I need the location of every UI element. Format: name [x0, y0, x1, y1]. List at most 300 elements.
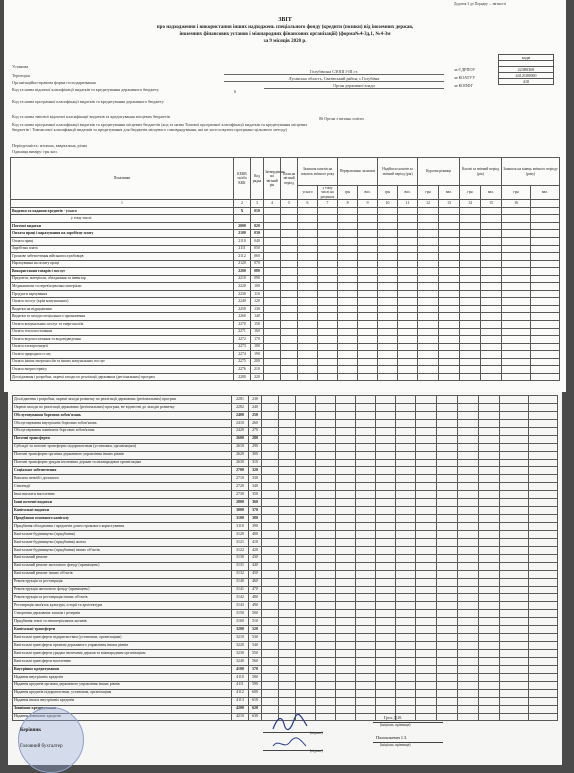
value-cell — [500, 705, 529, 713]
subheader-uah: грн — [418, 186, 439, 200]
column-numbers-row — [11, 200, 560, 208]
value-cell — [336, 443, 356, 451]
value-cell — [500, 578, 529, 586]
value-cell — [437, 507, 458, 515]
value-cell — [398, 290, 418, 298]
value-cell — [338, 283, 358, 291]
value-cell — [296, 618, 316, 626]
value-cell — [356, 459, 376, 467]
value-cell — [398, 373, 418, 381]
value-cell — [500, 427, 529, 435]
value-cell — [376, 673, 396, 681]
col-header-plan: План на звітний період — [281, 158, 298, 200]
table-row — [11, 313, 560, 321]
row-name: Окремі заходи по реалізації державних (регіональних) програм, не віднесені до заходів розвитку — [13, 403, 232, 411]
value-cell — [529, 626, 558, 634]
table-row — [13, 403, 558, 411]
value-cell — [439, 275, 460, 283]
table-row — [13, 642, 558, 650]
value-cell — [296, 546, 316, 554]
kopfg-label: за КОПФГ — [454, 83, 474, 88]
value-cell — [336, 713, 356, 721]
value-cell — [481, 275, 502, 283]
column-number: 10 — [378, 200, 398, 208]
value-cell — [296, 491, 316, 499]
value-cell — [376, 626, 396, 634]
value-cell — [398, 366, 418, 374]
value-cell — [437, 650, 458, 658]
value-cell — [500, 562, 529, 570]
value-cell — [416, 538, 437, 546]
value-cell — [479, 443, 500, 451]
value-cell — [529, 610, 558, 618]
value-cell — [479, 530, 500, 538]
value-cell — [262, 419, 279, 427]
value-cell — [458, 396, 479, 404]
value-cell — [479, 491, 500, 499]
row-name: Оплата інших енергоносіїв та інших комунальних послуг — [11, 358, 234, 366]
value-cell — [416, 396, 437, 404]
value-cell — [396, 681, 416, 689]
value-cell — [338, 351, 358, 359]
value-cell — [264, 253, 281, 261]
row-code: 080 — [251, 268, 264, 276]
value-cell — [502, 253, 531, 261]
value-cell — [358, 328, 378, 336]
value-cell — [279, 554, 296, 562]
value-cell — [502, 215, 531, 223]
value-cell — [279, 634, 296, 642]
value-cell — [416, 705, 437, 713]
value-cell — [439, 351, 460, 359]
value-cell — [281, 215, 298, 223]
value-cell — [437, 411, 458, 419]
codes-header: коди — [499, 55, 554, 61]
value-cell — [281, 373, 298, 381]
row-code: 210 — [251, 366, 264, 374]
value-cell — [378, 260, 398, 268]
value-cell — [398, 283, 418, 291]
value-cell — [396, 451, 416, 459]
row-kekv: 2700 — [232, 467, 249, 475]
table-row — [13, 665, 558, 673]
value-cell — [500, 419, 529, 427]
value-cell — [281, 283, 298, 291]
table-row — [13, 689, 558, 697]
col-header-balance-end: Залишок на кінець звітного періоду (року) — [502, 158, 560, 186]
row-name: Поточні видатки — [11, 222, 234, 230]
row-name: Внутрішнє кредитування — [13, 665, 232, 673]
value-cell — [458, 570, 479, 578]
value-cell — [279, 689, 296, 697]
row-name: Обслуговування боргових зобов'язань — [13, 411, 232, 419]
value-cell — [376, 650, 396, 658]
row-kekv: 3122 — [232, 546, 249, 554]
value-cell — [316, 665, 336, 673]
value-cell — [264, 290, 281, 298]
value-cell — [439, 230, 460, 238]
value-cell — [338, 222, 358, 230]
value-cell — [358, 260, 378, 268]
value-cell — [398, 275, 418, 283]
column-number: 13 — [439, 200, 460, 208]
value-cell — [336, 570, 356, 578]
column-number: 5 — [281, 200, 298, 208]
value-cell — [279, 642, 296, 650]
row-name: Капітальний ремонт житлового фонду (приміщень) — [13, 562, 232, 570]
value-cell — [262, 515, 279, 523]
value-cell — [531, 207, 560, 215]
value-cell — [396, 419, 416, 427]
value-cell — [502, 207, 531, 215]
value-cell — [500, 411, 529, 419]
row-name: Предмети, матеріали, обладнання та інвентар — [11, 275, 234, 283]
value-cell — [396, 578, 416, 586]
value-cell — [416, 467, 437, 475]
row-code: 150 — [251, 320, 264, 328]
value-cell — [396, 530, 416, 538]
value-cell — [439, 336, 460, 344]
row-kekv: 3142 — [232, 594, 249, 602]
row-code: 160 — [251, 328, 264, 336]
value-cell — [378, 268, 398, 276]
value-cell — [479, 681, 500, 689]
value-cell — [279, 515, 296, 523]
value-cell — [481, 230, 502, 238]
value-cell — [358, 358, 378, 366]
value-cell — [279, 396, 296, 404]
value-cell — [439, 215, 460, 223]
value-cell — [418, 245, 439, 253]
value-cell — [396, 475, 416, 483]
table-row — [13, 681, 558, 689]
value-cell — [529, 554, 558, 562]
value-cell — [298, 343, 318, 351]
value-cell — [500, 665, 529, 673]
value-cell — [336, 673, 356, 681]
value-cell — [262, 499, 279, 507]
row-kekv: 3132 — [232, 570, 249, 578]
value-cell — [376, 403, 396, 411]
value-cell — [316, 673, 336, 681]
row-kekv: 3150 — [232, 610, 249, 618]
value-cell — [416, 713, 437, 721]
value-cell — [529, 507, 558, 515]
value-cell — [378, 222, 398, 230]
row-code: 450 — [249, 570, 262, 578]
value-cell — [437, 594, 458, 602]
row-name: Видатки на відрядження — [11, 305, 234, 313]
value-cell — [529, 594, 558, 602]
value-cell — [531, 260, 560, 268]
value-cell — [460, 268, 481, 276]
value-cell — [336, 618, 356, 626]
row-code: 460 — [249, 578, 262, 586]
row-kekv: 2273 — [234, 343, 251, 351]
column-number — [531, 200, 560, 208]
value-cell — [479, 515, 500, 523]
value-cell — [316, 411, 336, 419]
row-name: Придбання основного капіталу — [13, 515, 232, 523]
value-cell — [356, 523, 376, 531]
value-cell — [437, 538, 458, 546]
value-cell — [458, 657, 479, 665]
value-cell — [356, 554, 376, 562]
value-cell — [316, 618, 336, 626]
value-cell — [296, 562, 316, 570]
value-cell — [531, 253, 560, 261]
value-cell — [529, 665, 558, 673]
value-cell — [500, 483, 529, 491]
value-cell — [481, 366, 502, 374]
value-cell — [479, 602, 500, 610]
value-cell — [281, 358, 298, 366]
value-cell — [529, 491, 558, 499]
value-cell — [500, 435, 529, 443]
value-cell — [396, 546, 416, 554]
row-name: Надання кредитів підприємствам, установам, організаціям — [13, 689, 232, 697]
value-cell — [500, 459, 529, 467]
table-row — [13, 483, 558, 491]
value-cell — [418, 253, 439, 261]
value-cell — [439, 373, 460, 381]
row-kekv: 2600 — [232, 435, 249, 443]
table-row — [11, 268, 560, 276]
value-cell — [336, 475, 356, 483]
value-cell — [281, 290, 298, 298]
row-name: Інші виплати населенню — [13, 491, 232, 499]
value-cell — [458, 673, 479, 681]
value-cell — [264, 313, 281, 321]
value-cell — [296, 594, 316, 602]
value-cell — [316, 507, 336, 515]
value-cell — [458, 586, 479, 594]
value-cell — [396, 705, 416, 713]
value-cell — [336, 610, 356, 618]
value-cell — [529, 657, 558, 665]
value-cell — [416, 673, 437, 681]
row-code: 100 — [251, 283, 264, 291]
value-cell — [279, 602, 296, 610]
value-cell — [376, 586, 396, 594]
value-cell — [437, 419, 458, 427]
koatuu-code: 4412100000 — [499, 73, 554, 79]
value-cell — [262, 578, 279, 586]
value-cell — [481, 207, 502, 215]
value-cell — [439, 298, 460, 306]
value-cell — [316, 562, 336, 570]
value-cell — [416, 610, 437, 618]
value-cell — [356, 546, 376, 554]
value-cell — [336, 642, 356, 650]
row-code: 410 — [249, 538, 262, 546]
row-name: Оплата природного газу — [11, 351, 234, 359]
value-cell — [458, 602, 479, 610]
value-cell — [439, 358, 460, 366]
value-cell — [376, 451, 396, 459]
value-cell — [529, 499, 558, 507]
row-kekv: 2282 — [232, 403, 249, 411]
value-cell — [481, 290, 502, 298]
row-code: 020 — [251, 222, 264, 230]
value-cell — [458, 538, 479, 546]
value-cell — [531, 328, 560, 336]
value-cell — [396, 594, 416, 602]
value-cell — [358, 351, 378, 359]
value-cell — [396, 507, 416, 515]
value-cell — [376, 657, 396, 665]
row-code: 110 — [251, 290, 264, 298]
value-cell — [318, 373, 338, 381]
institution-label: Установа — [12, 64, 29, 69]
value-cell — [262, 697, 279, 705]
value-cell — [500, 681, 529, 689]
value-cell — [262, 530, 279, 538]
value-cell — [356, 602, 376, 610]
value-cell — [481, 358, 502, 366]
value-cell — [279, 491, 296, 499]
value-cell — [502, 366, 531, 374]
value-cell — [479, 657, 500, 665]
value-cell — [316, 634, 336, 642]
value-cell — [338, 215, 358, 223]
row-name: у тому числі: — [11, 215, 234, 223]
value-cell — [531, 351, 560, 359]
row-kekv: 2730 — [232, 491, 249, 499]
row-name: Надання кредитів органам державного управління інших рівнів — [13, 681, 232, 689]
value-cell — [396, 570, 416, 578]
value-cell — [279, 507, 296, 515]
value-cell — [281, 351, 298, 359]
row-kekv: 4110 — [232, 673, 249, 681]
value-cell — [458, 467, 479, 475]
value-cell — [479, 697, 500, 705]
value-cell — [481, 328, 502, 336]
value-cell — [502, 230, 531, 238]
value-cell — [298, 351, 318, 359]
row-name: Капітальні трансферти урядам іноземних держав та міжнародним організаціям — [13, 650, 232, 658]
value-cell — [316, 491, 336, 499]
value-cell — [316, 586, 336, 594]
row-name: Продукти харчування — [11, 290, 234, 298]
table-row — [11, 320, 560, 328]
value-cell — [318, 313, 338, 321]
value-cell — [336, 491, 356, 499]
value-cell — [262, 618, 279, 626]
value-cell — [356, 594, 376, 602]
value-cell — [502, 313, 531, 321]
value-cell — [460, 207, 481, 215]
value-cell — [336, 451, 356, 459]
value-cell — [416, 697, 437, 705]
value-cell — [437, 570, 458, 578]
value-cell — [458, 411, 479, 419]
program-code-label: Код та назва програмної класифікації видатків та кредитування державного бюджету — [12, 99, 164, 104]
value-cell — [396, 689, 416, 697]
row-kekv: 4210 — [232, 713, 249, 721]
value-cell — [262, 570, 279, 578]
value-cell — [378, 373, 398, 381]
value-cell — [281, 328, 298, 336]
table-row — [13, 697, 558, 705]
value-cell — [316, 451, 336, 459]
value-cell — [279, 483, 296, 491]
value-cell — [376, 530, 396, 538]
value-cell — [418, 298, 439, 306]
value-cell — [279, 705, 296, 713]
row-kekv: 2274 — [234, 351, 251, 359]
value-cell — [358, 207, 378, 215]
value-cell — [531, 366, 560, 374]
value-cell — [396, 499, 416, 507]
subheader-uah: грн — [378, 186, 398, 200]
value-cell — [396, 443, 416, 451]
value-cell — [316, 419, 336, 427]
value-cell — [356, 419, 376, 427]
value-cell — [262, 602, 279, 610]
value-cell — [458, 483, 479, 491]
row-code: 190 — [251, 351, 264, 359]
subheader-cur: вал. — [358, 186, 378, 200]
edrpou-code: 22380369 — [499, 67, 554, 73]
row-name: Капітальні трансферти підприємствам (установам, організаціям) — [13, 634, 232, 642]
value-cell — [458, 697, 479, 705]
value-cell — [437, 657, 458, 665]
value-cell — [264, 366, 281, 374]
value-cell — [396, 523, 416, 531]
value-cell — [396, 396, 416, 404]
row-kekv: 4112 — [232, 689, 249, 697]
value-cell — [338, 245, 358, 253]
value-cell — [279, 673, 296, 681]
value-cell — [262, 626, 279, 634]
value-cell — [262, 507, 279, 515]
value-cell — [416, 483, 437, 491]
kopfg-code: 410 — [499, 79, 554, 85]
value-cell — [262, 538, 279, 546]
row-code: 090 — [251, 275, 264, 283]
value-cell — [439, 207, 460, 215]
row-code: 270 — [249, 427, 262, 435]
value-cell — [356, 610, 376, 618]
value-cell — [502, 328, 531, 336]
value-cell — [376, 443, 396, 451]
value-cell — [502, 283, 531, 291]
value-cell — [529, 689, 558, 697]
table-row — [13, 657, 558, 665]
row-kekv: 3131 — [232, 562, 249, 570]
value-cell — [298, 268, 318, 276]
row-kekv: 3230 — [232, 650, 249, 658]
value-cell — [458, 523, 479, 531]
row-name: Придбання землі та нематеріальних активів — [13, 618, 232, 626]
value-cell — [458, 713, 479, 721]
value-cell — [500, 499, 529, 507]
subheader-cur: вал. — [531, 186, 560, 200]
value-cell — [318, 343, 338, 351]
value-cell — [479, 483, 500, 491]
row-kekv: 2630 — [232, 459, 249, 467]
row-kekv: 3121 — [232, 538, 249, 546]
value-cell — [279, 403, 296, 411]
value-cell — [376, 618, 396, 626]
row-code: 500 — [249, 610, 262, 618]
value-cell — [479, 435, 500, 443]
value-cell — [416, 642, 437, 650]
value-cell — [502, 268, 531, 276]
value-cell — [416, 475, 437, 483]
value-cell — [318, 366, 338, 374]
